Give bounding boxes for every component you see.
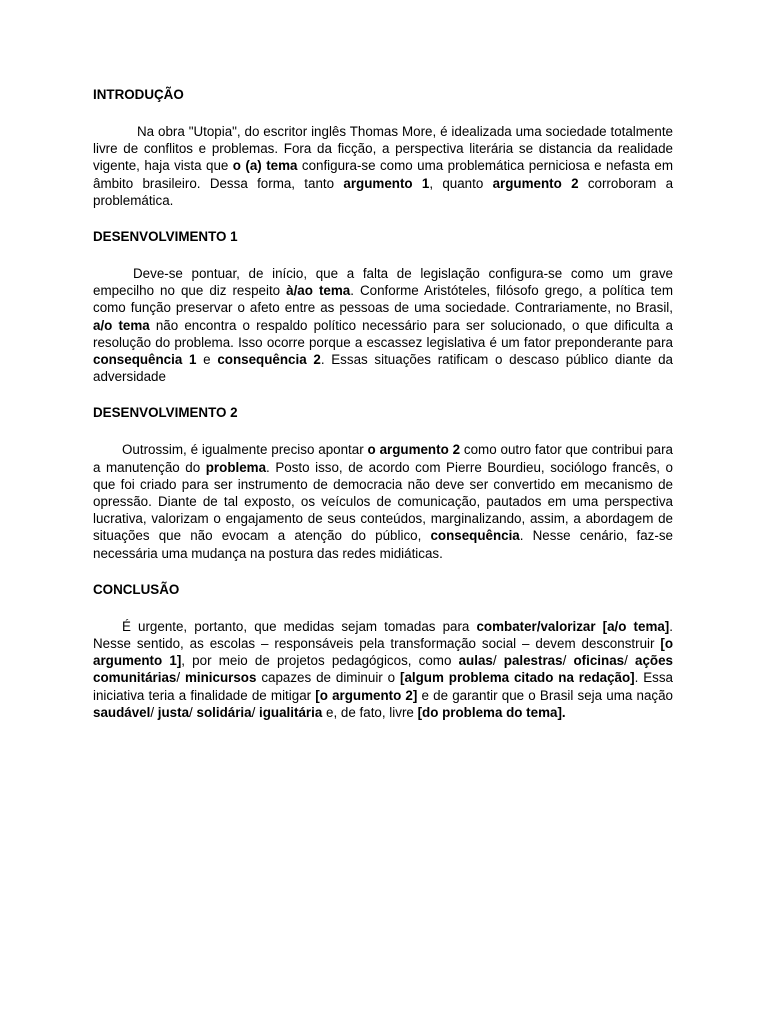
placeholder-term: a/o tema: [93, 317, 150, 333]
desenvolvimento-1-paragraph: [93, 265, 673, 385]
paragraph-text: Outrossim, é igualmente preciso apontar: [122, 442, 368, 458]
placeholder-term: consequência 1: [93, 352, 197, 368]
paragraph-text: , por meio de projetos pedagógicos, como: [181, 653, 459, 669]
paragraph-text: não encontra o respaldo político necessário para ser solucionado, o que dificulta a resolução do problema. Isso ocorre porque a escassez legislativa é um fator preponderante para: [93, 317, 673, 350]
desenvolvimento-1-heading: DESENVOLVIMENTO 1: [93, 229, 238, 245]
placeholder-term: consequência: [430, 528, 520, 544]
desenvolvimento-2-paragraph: [93, 441, 673, 561]
placeholder-term: [algum problema citado na redação]: [400, 670, 635, 686]
placeholder-term: aulas: [458, 653, 493, 669]
desenvolvimento-2-section: [93, 404, 673, 580]
paragraph-text: . Essa iniciativa teria a finalidade de mitigar: [93, 670, 673, 703]
paragraph-text: Na obra "Utopia", do escritor inglês Thomas More, é idealizada uma sociedade totalmente livre de conflitos e problemas. Fora da ficção, a perspectiva literária se distancia da realidade vigente, haja vista que: [93, 124, 673, 174]
placeholder-term: [o argumento 2]: [315, 687, 418, 703]
placeholder-term: problema: [205, 459, 267, 475]
paragraph-text: Deve-se pontuar, de início, que a falta de legislação configura-se como um grave empecilho no que diz respeito: [93, 266, 673, 299]
placeholder-term: argumento 2: [492, 175, 579, 191]
placeholder-term: argumento 1: [343, 175, 430, 191]
placeholder-term: minicursos: [184, 670, 257, 686]
paragraph-text: /: [562, 653, 574, 669]
paragraph-text: e, de fato, livre: [322, 704, 418, 720]
paragraph-text: /: [492, 653, 504, 669]
conclusao-paragraph: [93, 618, 673, 721]
placeholder-term: solidária: [196, 704, 252, 720]
paragraph-text: /: [189, 704, 197, 720]
desenvolvimento-1-section: [93, 228, 673, 404]
placeholder-term: combater/valorizar [a/o tema]: [476, 618, 670, 634]
placeholder-term: o (a) tema: [232, 158, 298, 174]
placeholder-term: o argumento 2: [367, 442, 461, 458]
placeholder-term: consequência 2: [217, 352, 321, 368]
essay-template: [93, 86, 673, 721]
paragraph-text: capazes de diminuir o: [256, 670, 400, 686]
paragraph-text: /: [251, 704, 260, 720]
placeholder-term: saudável: [93, 704, 151, 720]
conclusao-heading: CONCLUSÃO: [93, 581, 180, 597]
paragraph-text: e de garantir que o Brasil seja uma nação: [417, 687, 673, 703]
paragraph-text: configura-se como uma problemática perniciosa e nefasta em âmbito brasileiro. Dessa forma, tanto: [93, 158, 673, 191]
placeholder-term: igualitária: [259, 704, 323, 720]
placeholder-term: [do problema do tema].: [417, 704, 566, 720]
introducao-heading: INTRODUÇÃO: [93, 87, 184, 102]
placeholder-term: [o argumento 1]: [93, 636, 673, 669]
paragraph-text: /: [624, 653, 635, 669]
placeholder-term: oficinas: [573, 653, 625, 669]
placeholder-term: palestras: [503, 653, 563, 669]
paragraph-text: , quanto: [429, 175, 493, 191]
paragraph-text: /: [176, 670, 185, 686]
paragraph-text: . Nesse sentido, as escolas – responsáveis pela transformação social – devem desconstruir: [93, 618, 673, 652]
paragraph-text: . Nesse cenário, faz-se necessária uma mudança na postura das redes midiáticas.: [93, 528, 673, 561]
introducao-paragraph: [93, 123, 673, 209]
placeholder-term: justa: [157, 704, 190, 720]
paragraph-text: corroboram a problemática.: [93, 175, 674, 208]
paragraph-text: . Posto isso, de acordo com Pierre Bourdieu, sociólogo francês, o que foi criado para ser instrumento de democracia não deve ser convertido em mecanismo de opressão. Diante de tal exposto, os veículos de comunicação, pautados em uma perspectiva lucrativa, valorizam o engajamento de seus conteúdos, marginalizando, assim, a abordagem de situações que não evocam a atenção do público,: [93, 459, 673, 544]
paragraph-text: e: [196, 352, 218, 368]
paragraph-text: /: [150, 704, 158, 720]
desenvolvimento-2-heading: DESENVOLVIMENTO 2: [93, 405, 238, 421]
paragraph-text: É urgente, portanto, que medidas sejam tomadas para: [122, 618, 477, 634]
introducao-section: [93, 86, 673, 228]
conclusao-section: [93, 581, 673, 721]
placeholder-term: ações comunitárias: [93, 653, 673, 686]
paragraph-text: . Essas situações ratificam o descaso público diante da adversidade: [93, 352, 673, 385]
placeholder-term: à/ao tema: [286, 283, 351, 299]
paragraph-text: . Conforme Aristóteles, filósofo grego, a política tem como função preservar o afeto entre as pessoas de uma sociedade. Contrariamente, no Brasil,: [93, 283, 673, 316]
paragraph-text: como outro fator que contribui para a manutenção do: [93, 442, 673, 475]
